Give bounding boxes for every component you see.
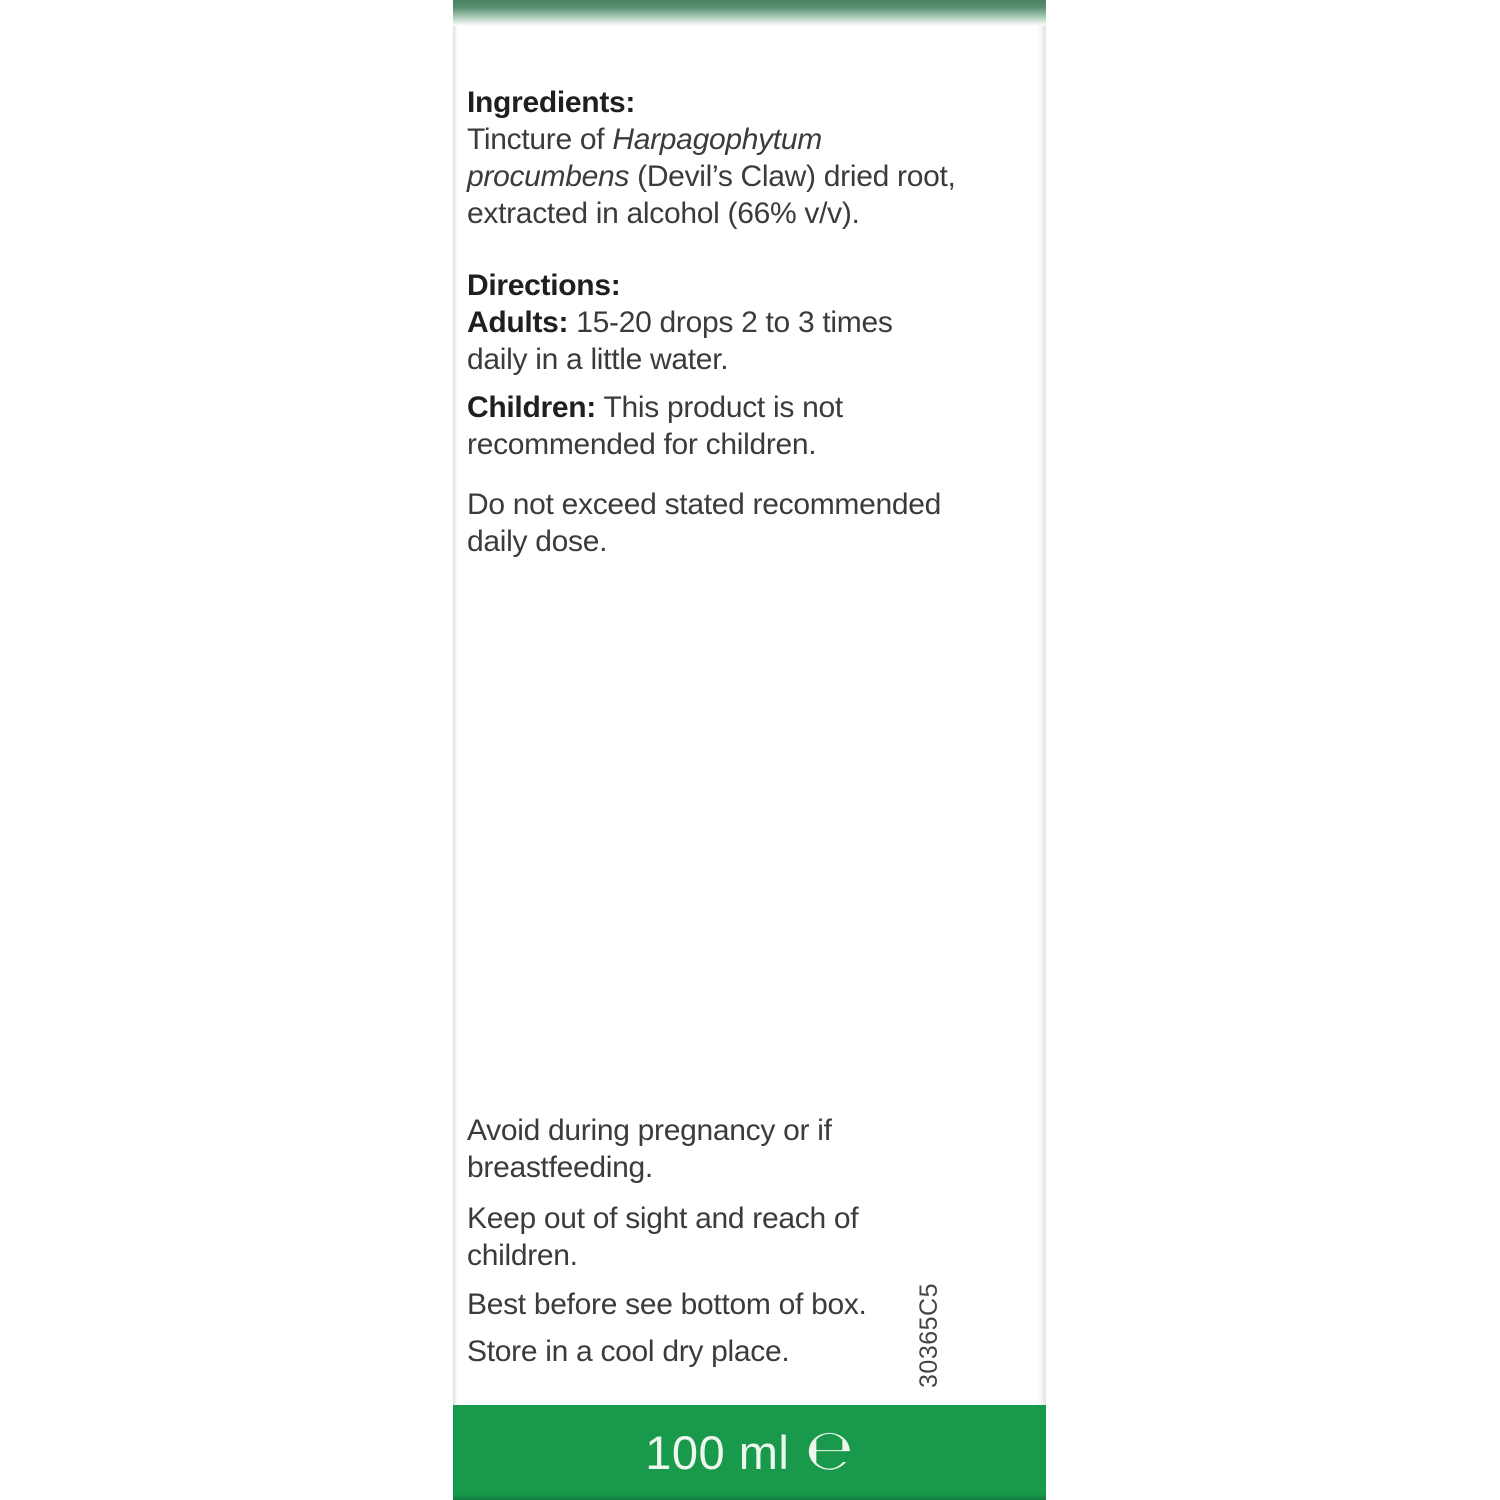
directions-section [467,267,1027,378]
reach-warning-line-1: Keep out of sight and reach of [467,1202,859,1235]
keep-out-of-reach-warning [467,1200,1027,1274]
volume-band [453,1405,1046,1500]
latin-name-part-2: procumbens [467,160,630,193]
batch-code: 30365C5 [915,1283,943,1388]
reach-warning-line-2: children. [467,1239,578,1272]
dose-warning-line-1: Do not exceed stated recommended [467,488,942,521]
directions-adults-line-1: Adults: 15-20 drops 2 to 3 times [467,306,893,339]
ingredients-line-1: Tincture of Harpagophytum [467,123,822,156]
adults-label: Adults: [467,306,569,339]
dose-warning [467,486,1027,560]
best-before-note: Best before see bottom of box. [467,1288,867,1321]
directions-children-line-2: recommended for children. [467,428,817,461]
ingredients-section [467,84,1027,232]
directions-children-line-1: Children: This product is not [467,391,843,424]
ingredients-line-2: procumbens (Devil’s Claw) dried root, [467,160,956,193]
volume-amount: 100 ml [645,1426,790,1479]
label-panel [453,0,1046,1500]
dose-warning-line-2: daily dose. [467,525,608,558]
children-label: Children: [467,391,596,424]
ingredients-heading: Ingredients: [467,86,636,119]
top-green-gradient-strip [453,0,1046,26]
pregnancy-warning [467,1112,1027,1186]
pregnancy-warning-line-1: Avoid during pregnancy or if [467,1114,832,1147]
latin-name-part-1: Harpagophytum [612,123,822,156]
directions-adults-line-2: daily in a little water. [467,343,729,376]
directions-children-section [467,389,1027,463]
estimated-sign: ℮ [805,1417,854,1483]
ingredients-line-3: extracted in alcohol (66% v/v). [467,197,860,230]
volume-text [645,1417,854,1483]
storage-note: Store in a cool dry place. [467,1335,790,1368]
directions-heading: Directions: [467,269,621,302]
pregnancy-warning-line-2: breastfeeding. [467,1151,653,1184]
